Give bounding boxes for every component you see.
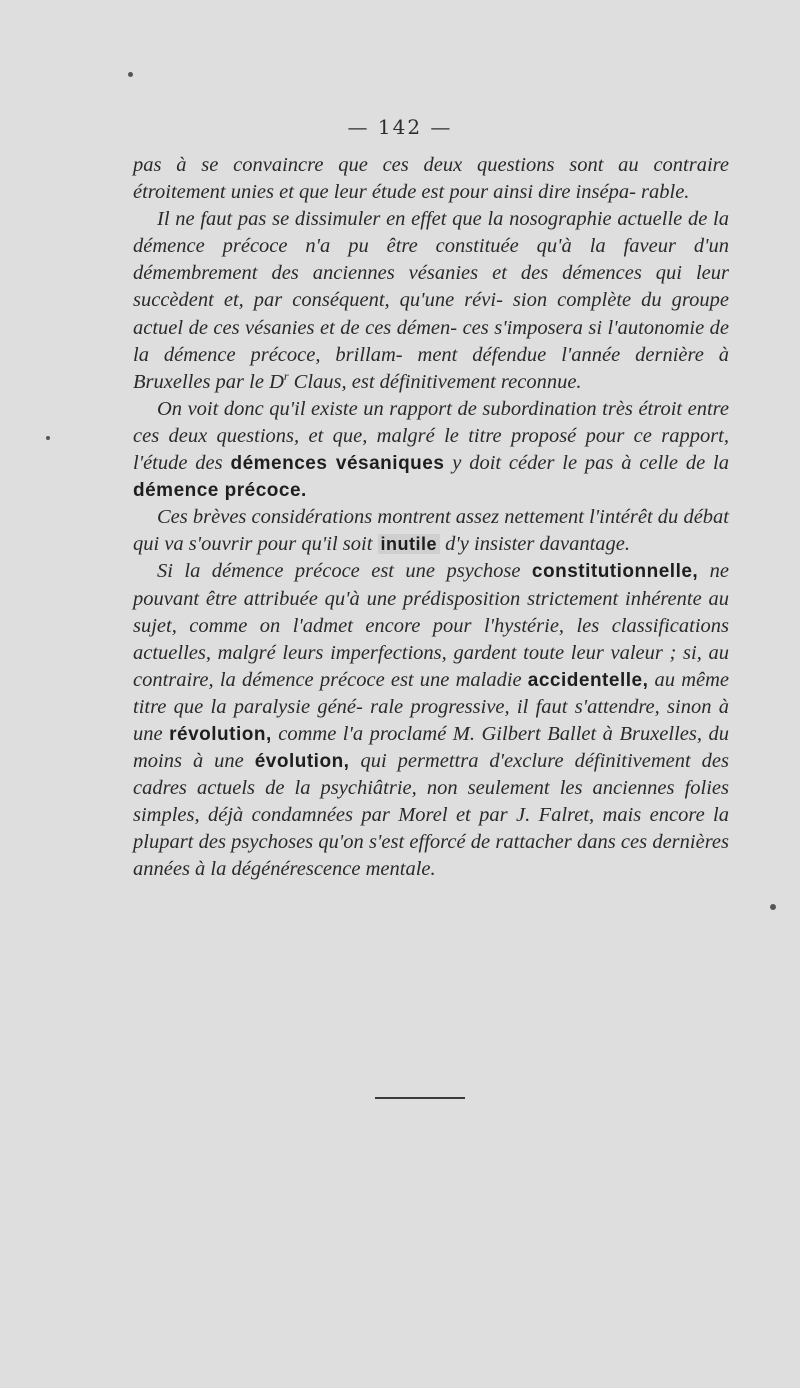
superscript: r <box>283 368 289 383</box>
emphasis-term: démences vésaniques <box>230 453 445 475</box>
paper-speck <box>128 72 133 77</box>
paragraph-1 <box>133 152 729 206</box>
paragraph-4 <box>133 504 729 558</box>
page-number: — 142 — <box>347 115 453 139</box>
emphasis-term: évolution, <box>254 751 350 773</box>
body-text <box>133 152 729 884</box>
paper-speck <box>46 436 50 440</box>
paragraph-text: au même titre que la paralysie géné- rale progressive, il faut s'attendre, sinon à une <box>133 668 730 745</box>
paragraph-text: Ces brèves considérations montrent assez nettement l'intérêt du débat qui va s'ouvrir pour qu'il soit <box>133 506 729 556</box>
paragraph-text: d'y insister davantage. <box>440 533 631 556</box>
paragraph-text: pas à se convaincre que ces deux questions sont au contraire étroitement unies et que leur étude est pour ainsi dire insépa- rable. <box>133 154 729 204</box>
paragraph-text: On voit donc qu'il existe un rapport de subordination très étroit entre ces deux questions, et que, malgré le titre proposé pour ce rapport, l'étude des <box>133 397 729 475</box>
section-divider <box>375 1097 465 1099</box>
paragraph-text: qui permettra d'exclure définitivement des cadres actuels de la psychiâtrie, non seulement les anciennes folies simples, déjà condamnées par Morel et par J. Falret, mais encore la plupart des psychoses qu'on s'est efforcé de rattacher dans ces dernières années à la dégénérescence mentale. <box>133 750 729 881</box>
emphasis-term: révolution, <box>169 723 272 745</box>
paragraph-text: Si la démence précoce est une psychose <box>157 560 532 583</box>
paragraph-text: Claus, est définitivement reconnue. <box>288 370 582 393</box>
emphasis-term: constitutionnelle, <box>531 561 699 583</box>
paragraph-text: Il ne faut pas se dissimuler en effet que la nosographie actuelle de la démence précoce n'a pu être constituée qu'à la faveur d'un démembrement des anciennes vésanies et des démences qui leur succèdent et, par conséquent, qu'une révi- sion complète du groupe actuel de ces vésanies et de ces démen- ces s'imposera si l'autonomie de la démence précoce, brillam- ment défendue l'année dernière à Bruxelles par le D <box>133 208 729 393</box>
emphasis-term: accidentelle, <box>527 669 649 691</box>
paragraph-text: ne pouvant être attribuée qu'à une prédisposition strictement inhérente au sujet, comme on l'admet encore pour l'hystérie, les classifications actuelles, malgré leurs imperfections, gardent toute leur valeur ; si, au contraire, la démence précoce est une maladie <box>133 560 729 691</box>
paragraph-3 <box>133 396 729 504</box>
paper-speck <box>770 904 776 910</box>
paragraph-5 <box>133 558 729 883</box>
paragraph-2 <box>133 206 729 396</box>
emphasis-term: démence précoce. <box>133 480 307 502</box>
emphasis-term: inutile <box>378 534 441 554</box>
paragraph-text: comme l'a proclamé M. Gilbert Ballet à Bruxelles, du moins à une <box>133 722 729 773</box>
paragraph-text: y doit céder le pas à celle de la <box>444 452 729 475</box>
